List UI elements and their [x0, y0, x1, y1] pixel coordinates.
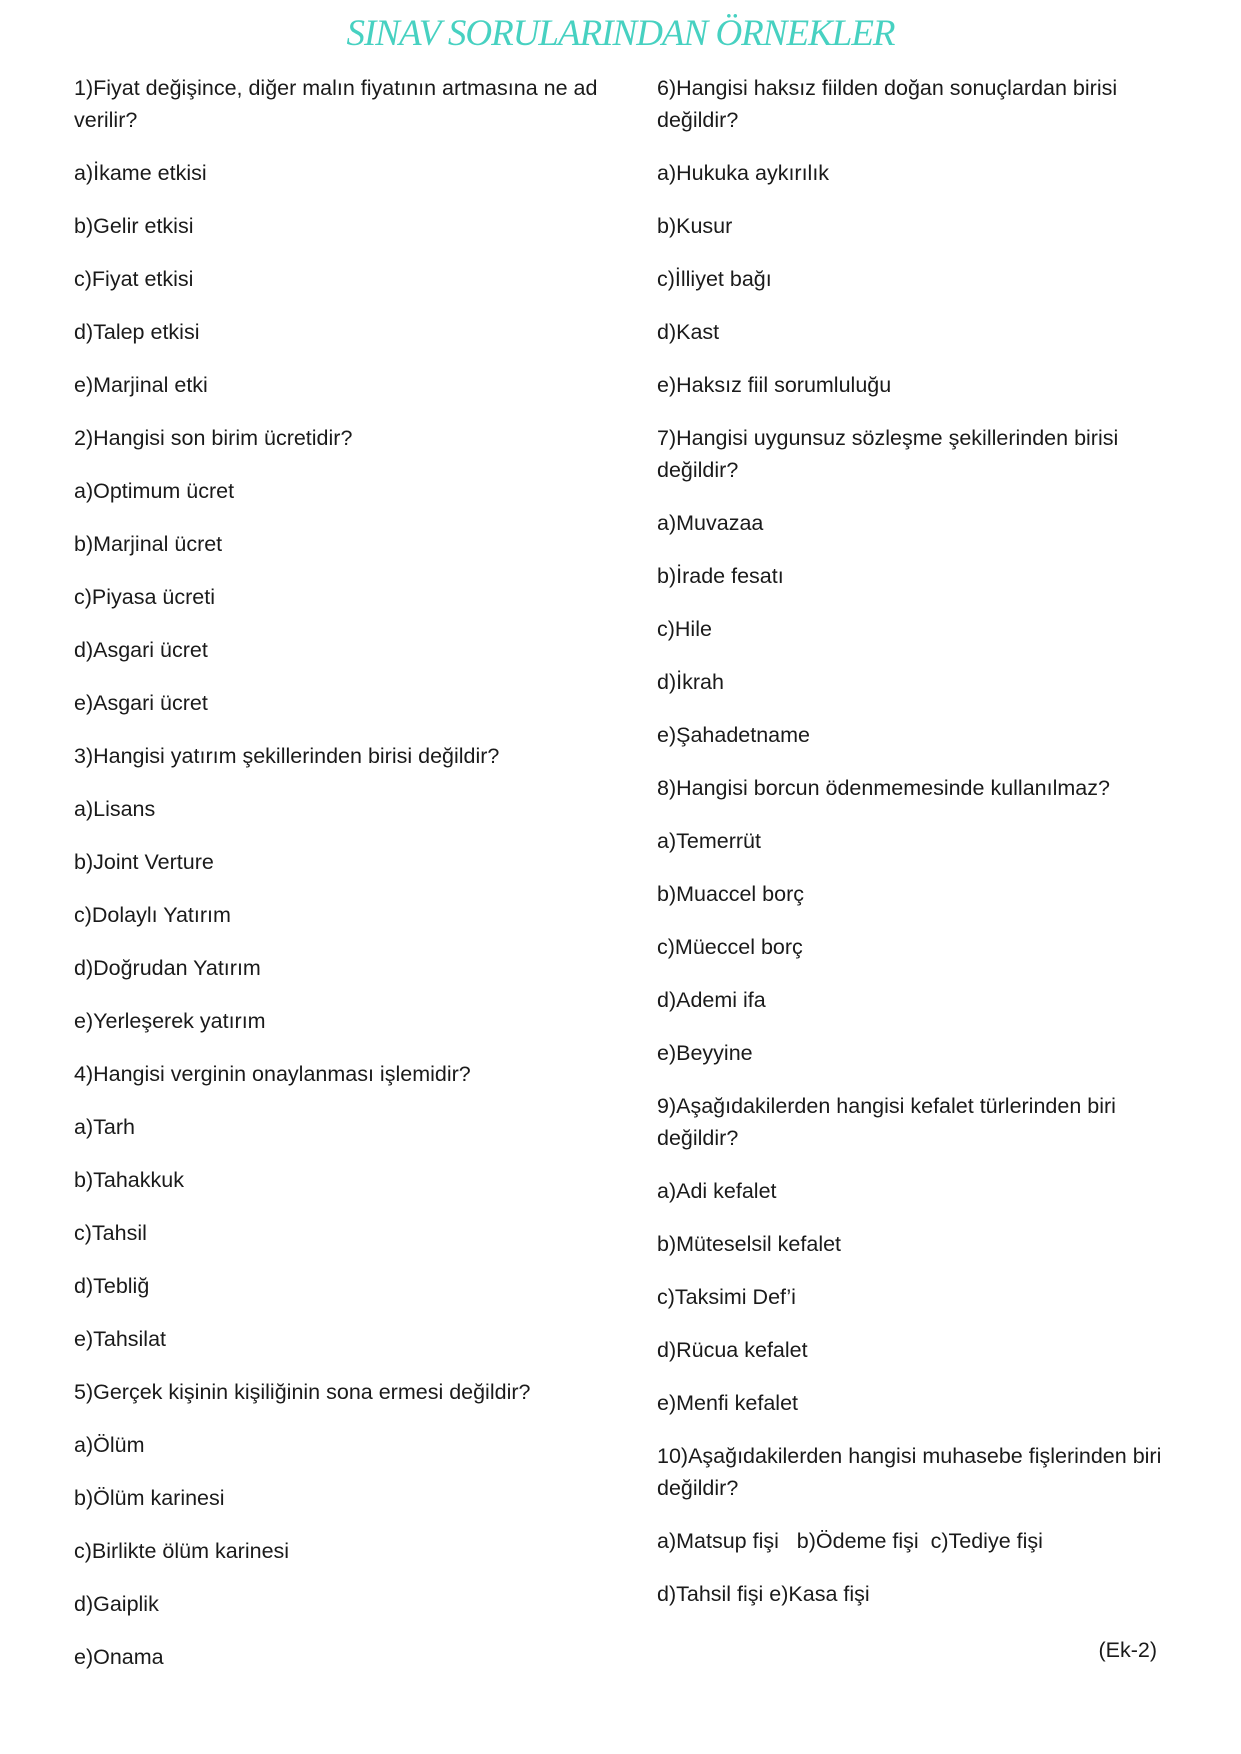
option-5a: a)Ölüm [74, 1433, 145, 1457]
question-1: 1)Fiyat değişince, diğer malın fiyatının artmasına ne ad verilir? [74, 76, 598, 132]
option-6a: a)Hukuka aykırılık [657, 161, 830, 185]
option-5c: c)Birlikte ölüm karinesi [74, 1539, 290, 1563]
question-5: 5)Gerçek kişinin kişiliğinin sona ermesi değildir? [74, 1380, 531, 1404]
option-1b: b)Gelir etkisi [74, 214, 194, 238]
question-6: 6)Hangisi haksız fiilden doğan sonuçlardan birisi değildir? [657, 76, 1118, 132]
option-9e: e)Menfi kefalet [657, 1391, 799, 1415]
option-9a: a)Adi kefalet [657, 1179, 777, 1203]
option-4d: d)Tebliğ [74, 1274, 150, 1298]
option-3b: b)Joint Verture [74, 850, 214, 874]
question-10: 10)Aşağıdakilerden hangisi muhasebe fişlerinden biri değildir? [657, 1444, 1162, 1500]
option-6c: c)İlliyet bağı [657, 267, 772, 291]
question-9: 9)Aşağıdakilerden hangisi kefalet türlerinden biri değildir? [657, 1094, 1116, 1150]
option-3a: a)Lisans [74, 797, 156, 821]
annex-label: (Ek-2) [1098, 1638, 1157, 1662]
option-9b: b)Müteselsil kefalet [657, 1232, 842, 1256]
left-question-column [74, 72, 614, 1694]
option-8e: e)Beyyine [657, 1041, 753, 1065]
question-8: 8)Hangisi borcun ödenmemesinde kullanılmaz? [657, 776, 1110, 800]
option-7d: d)İkrah [657, 670, 724, 694]
option-7b: b)İrade fesatı [657, 564, 784, 588]
options-10de: d)Tahsil fişi e)Kasa fişi [657, 1582, 870, 1606]
option-6b: b)Kusur [657, 214, 733, 238]
option-8c: c)Müeccel borç [657, 935, 803, 959]
option-8d: d)Ademi ifa [657, 988, 766, 1012]
option-4c: c)Tahsil [74, 1221, 147, 1245]
option-6d: d)Kast [657, 320, 720, 344]
option-5b: b)Ölüm karinesi [74, 1486, 225, 1510]
option-2b: b)Marjinal ücret [74, 532, 223, 556]
option-7c: c)Hile [657, 617, 712, 641]
page-title: SINAV SORULARINDAN ÖRNEKLER [346, 13, 895, 54]
options-10abc: a)Matsup fişi b)Ödeme fişi c)Tediye fişi [657, 1529, 1043, 1553]
option-1a: a)İkame etkisi [74, 161, 207, 185]
option-1d: d)Talep etkisi [74, 320, 200, 344]
question-7: 7)Hangisi uygunsuz sözleşme şekillerinden birisi değildir? [657, 426, 1119, 482]
option-3d: d)Doğrudan Yatırım [74, 956, 261, 980]
option-2c: c)Piyasa ücreti [74, 585, 215, 609]
option-9c: c)Taksimi Def’i [657, 1285, 796, 1309]
option-1e: e)Marjinal etki [74, 373, 208, 397]
option-3e: e)Yerleşerek yatırım [74, 1009, 266, 1033]
option-7a: a)Muvazaa [657, 511, 764, 535]
option-7e: e)Şahadetname [657, 723, 810, 747]
option-8b: b)Muaccel borç [657, 882, 804, 906]
question-2: 2)Hangisi son birim ücretidir? [74, 426, 353, 450]
option-9d: d)Rücua kefalet [657, 1338, 808, 1362]
option-2e: e)Asgari ücret [74, 691, 208, 715]
option-2d: d)Asgari ücret [74, 638, 208, 662]
option-5d: d)Gaiplik [74, 1592, 159, 1616]
option-2a: a)Optimum ücret [74, 479, 235, 503]
option-3c: c)Dolaylı Yatırım [74, 903, 231, 927]
option-6e: e)Haksız fiil sorumluluğu [657, 373, 892, 397]
right-question-column [657, 72, 1177, 1631]
option-4a: a)Tarh [74, 1115, 135, 1139]
question-4: 4)Hangisi verginin onaylanması işlemidir? [74, 1062, 471, 1086]
question-3: 3)Hangisi yatırım şekillerinden birisi değildir? [74, 744, 500, 768]
option-8a: a)Temerrüt [657, 829, 761, 853]
option-4b: b)Tahakkuk [74, 1168, 184, 1192]
option-4e: e)Tahsilat [74, 1327, 167, 1351]
option-5e: e)Onama [74, 1645, 164, 1669]
option-1c: c)Fiyat etkisi [74, 267, 194, 291]
